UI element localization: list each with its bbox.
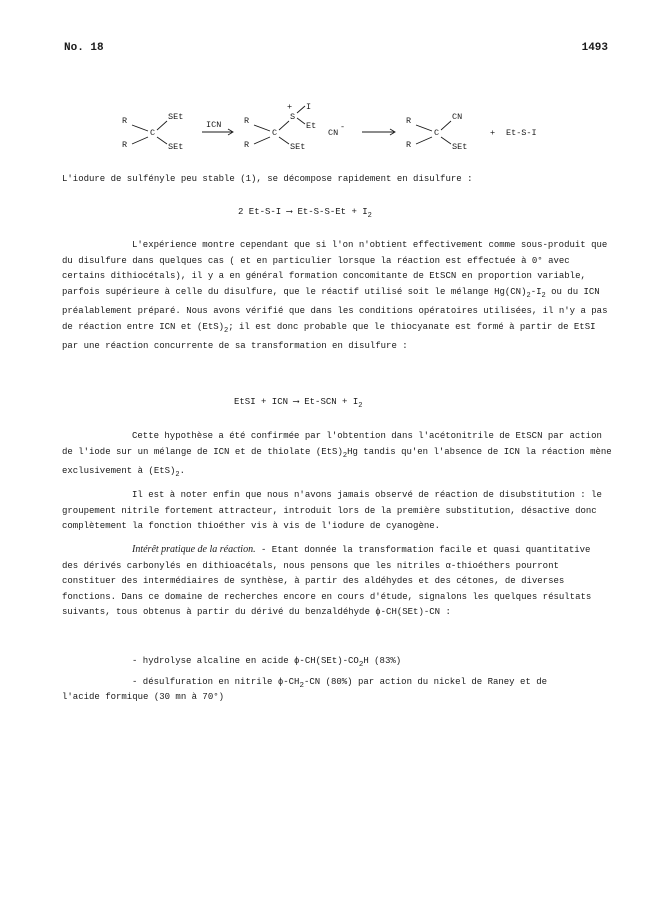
bond (279, 137, 289, 144)
sulfonium-iodine: I (306, 102, 312, 112)
bond (157, 121, 167, 130)
item2-sub: 2 (299, 681, 304, 690)
eq1-subscript: 2 (367, 211, 372, 220)
bond (132, 137, 148, 144)
reactant-set-bottom: SEt (168, 142, 184, 152)
para3-c: . (179, 465, 186, 476)
paragraph-hypothesis (62, 429, 612, 483)
reaction-scheme (110, 100, 570, 170)
product-cn: CN (452, 112, 463, 122)
bond (132, 125, 148, 131)
para2-c: ou du ICN préalablement préparé. Nous avons vérifié que dans les conditions opératoires utilisées, il n'y a pas de réaction entre ICN et (EtS) (62, 286, 608, 332)
paragraph-experience (62, 238, 612, 355)
para2-sub3: 2 (224, 326, 229, 335)
eq2-arrow: ⟶ (293, 397, 299, 407)
item1-sub: 2 (358, 660, 364, 669)
paragraph-sulfenyl-iodide: L'iodure de sulfényle peu stable (1), se décompose rapidement en disulfure : (62, 174, 473, 184)
product-set: SEt (452, 142, 468, 152)
eq2-left: EtSI + ICN (234, 397, 289, 407)
paragraph-disubstitution: Il est à noter enfin que nous n'avons jamais observé de réaction de disubstitution : le groupement nitrile fortement attracteur, introduit lors de la première substitution, désactive donc complètement la fonction thioéther vis à vis de l'iodure de cyanogène. (62, 490, 602, 532)
product-r-bottom: R (406, 140, 412, 150)
bond (254, 125, 270, 131)
journal-issue-number: No. 18 (64, 42, 104, 54)
bond (416, 125, 432, 131)
eq2-subscript: 2 (358, 401, 363, 410)
para3-sub2: 2 (175, 470, 180, 479)
para3-sub1: 2 (342, 451, 348, 460)
reactant-r-bottom: R (122, 140, 128, 150)
eq1-arrow: ⟶ (286, 207, 293, 217)
cyanide-ion: CN (328, 128, 339, 138)
eq1-right: Et-S-S-Et + I (297, 207, 368, 217)
result-hydrolysis (132, 654, 401, 673)
reagent-label: ICN (206, 120, 222, 130)
cyanide-charge: - (340, 122, 346, 132)
equation-disulfide (238, 207, 372, 220)
product-plus: + (490, 128, 496, 138)
bond (297, 118, 305, 124)
eq2-right: Et-SCN + I (304, 397, 359, 407)
reactant-carbon: C (150, 128, 156, 138)
reactant-set-top: SEt (168, 112, 184, 122)
item2-a: - désulfuration en nitrile ϕ-CH (132, 677, 300, 687)
equation-thiocyanate (234, 397, 362, 410)
para2-a: L'expérience montre cependant que si l'on n'obtient effectivement comme sous-produit que du disulfure dans quelques cas ( et en particulier lorsque la réaction est effectuée à 0° avec certains dithiocétals), il y a en général formation concomitante de EtSCN en proportion variable, parfois supérieure à celle du disulfure, que le réactif utilisé soit le mélange Hg(CN) (62, 240, 608, 297)
intermediate-carbon: C (272, 128, 278, 138)
paragraph-practical-interest (62, 542, 612, 621)
intermediate-r-top: R (244, 116, 250, 126)
product-r-top: R (406, 116, 412, 126)
reactant-r-top: R (122, 116, 128, 126)
para2-sub1: 2 (526, 291, 531, 300)
result-desulfuration-cont: l'acide formique (30 mn à 70°) (62, 692, 225, 702)
sulfonium-ethyl: Et (306, 121, 317, 131)
product-carbon: C (434, 128, 440, 138)
item2-b: -CN (80%) par action du nickel de Raney et de (303, 677, 547, 687)
para3-b: Hg tandis qu'en l'absence de ICN la réaction mène exclusivement à (EtS) (62, 446, 612, 476)
bond (441, 121, 451, 130)
bond (297, 106, 305, 113)
page-number: 1493 (581, 42, 608, 54)
sulfonium-s: S (290, 112, 296, 122)
byproduct: Et-S-I (506, 128, 537, 138)
section-title: Intérêt pratique de la réaction. (132, 544, 256, 555)
bond (441, 137, 451, 144)
item1-b: H (83%) (363, 656, 402, 666)
para2-sub2: 2 (541, 291, 546, 300)
bond (279, 121, 289, 130)
intermediate-r-bottom: R (244, 140, 250, 150)
sulfonium-charge: + (287, 102, 293, 112)
eq1-left: 2 Et-S-I (238, 207, 282, 217)
bond (416, 137, 432, 144)
para5-text: - Etant donnée la transformation facile et quasi quantitative des dérivés carbonylés en dithioacétals, nous pensons que les nitriles α-thioéthers pourront constituer des intermédiaires de synthèse, à partir des aldéhydes et des cétones, de diverses fonctions. Dans ce domaine de recherches encore en cours d'étude, signalons les quelques résultats suivants, tous obtenus à partir du dérivé du benzaldéhyde ϕ-CH(SEt)-CN : (62, 545, 592, 618)
para3-a: Cette hypothèse a été confirmée par l'obtention dans l'acétonitrile de EtSCN par action de l'iode sur un mélange de ICN et de thiolate (EtS) (62, 431, 602, 457)
bond (254, 137, 270, 144)
intermediate-set-bottom: SEt (290, 142, 306, 152)
item1-a: - hydrolyse alcaline en acide ϕ-CH(SEt)-CO (132, 656, 359, 666)
para2-b: -I (530, 286, 542, 297)
para2-d: ; il est donc probable que le thiocyanate est formé à partir de EtSI par une réaction concurrente de sa transformation en disulfure : (62, 321, 596, 352)
bond (157, 137, 167, 144)
